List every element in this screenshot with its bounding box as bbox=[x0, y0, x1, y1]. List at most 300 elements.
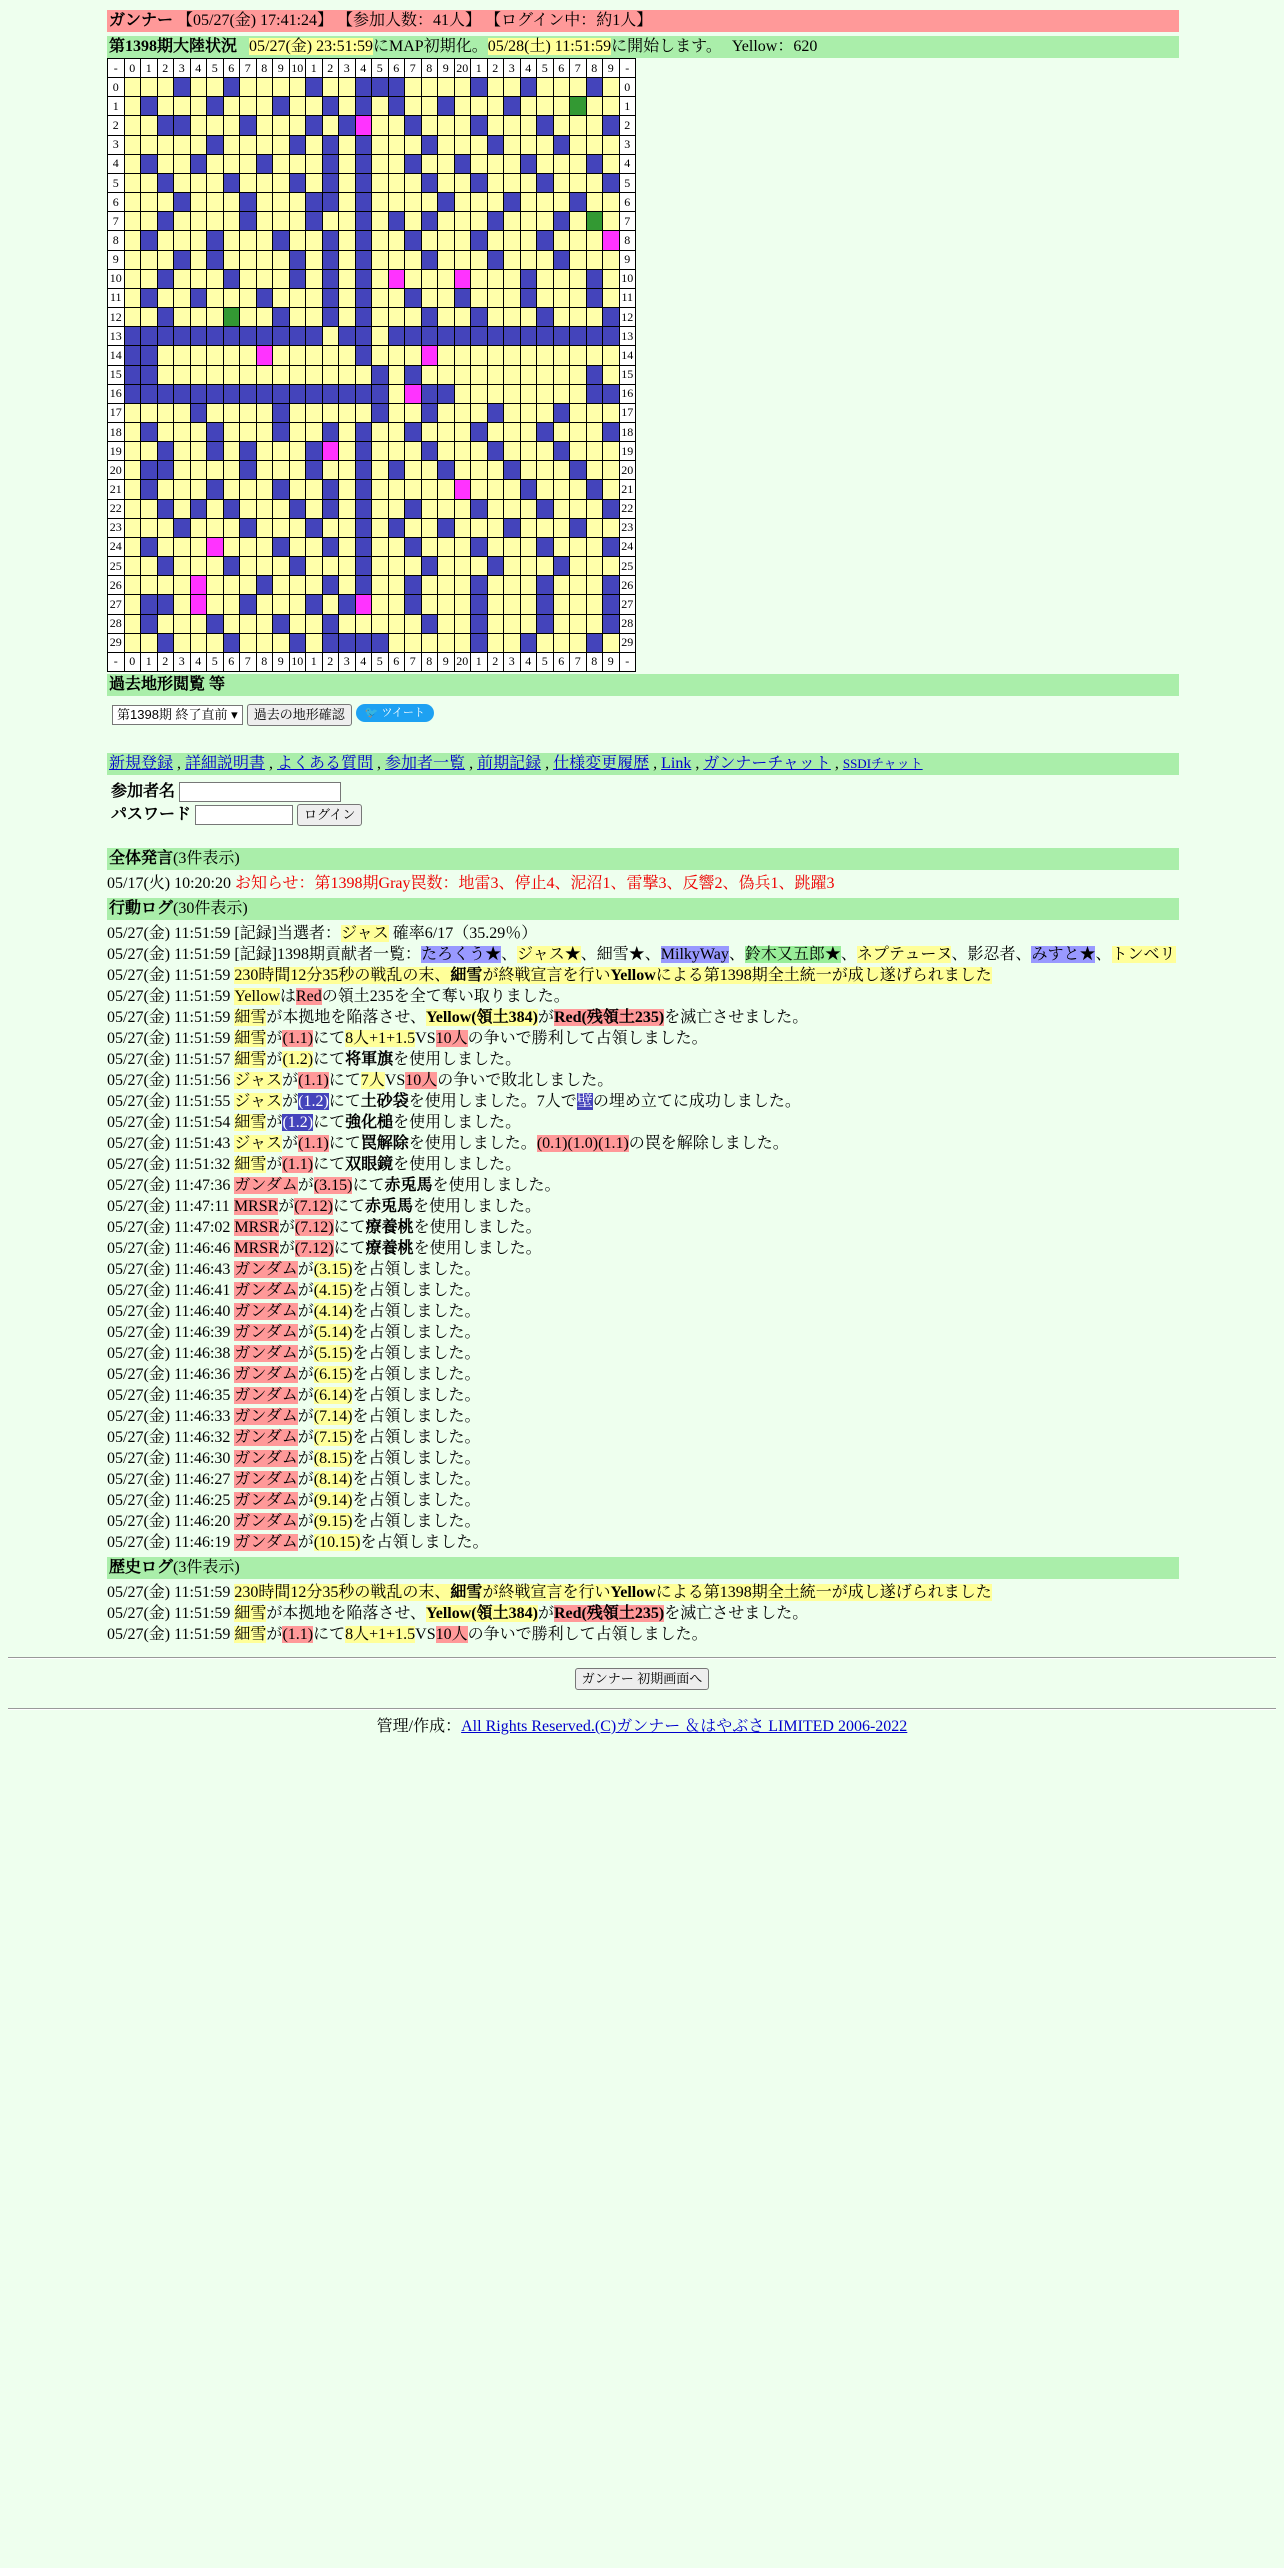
map-cell-wall[interactable] bbox=[273, 422, 290, 441]
map-cell-wall[interactable] bbox=[207, 422, 224, 441]
map-cell-plain[interactable] bbox=[372, 422, 389, 441]
map-cell-plain[interactable] bbox=[372, 288, 389, 307]
map-cell-plain[interactable] bbox=[570, 576, 587, 595]
map-cell-plain[interactable] bbox=[289, 576, 306, 595]
map-cell-plain[interactable] bbox=[537, 135, 554, 154]
map-cell-plain[interactable] bbox=[289, 288, 306, 307]
map-cell-plain[interactable] bbox=[240, 614, 257, 633]
map-cell-plain[interactable] bbox=[438, 403, 455, 422]
map-cell-plain[interactable] bbox=[207, 212, 224, 231]
link-changelog[interactable]: 仕様変更履歴 bbox=[553, 755, 650, 772]
map-cell-plain[interactable] bbox=[256, 269, 273, 288]
map-cell-plain[interactable] bbox=[504, 346, 521, 365]
map-cell-wall[interactable] bbox=[256, 384, 273, 403]
map-cell-plain[interactable] bbox=[223, 480, 240, 499]
map-cell-plain[interactable] bbox=[553, 633, 570, 652]
map-cell-plain[interactable] bbox=[421, 576, 438, 595]
map-cell-plain[interactable] bbox=[438, 250, 455, 269]
map-cell-wall[interactable] bbox=[141, 365, 158, 384]
map-cell-wall[interactable] bbox=[256, 327, 273, 346]
map-cell-wall[interactable] bbox=[355, 576, 372, 595]
map-cell-plain[interactable] bbox=[207, 308, 224, 327]
map-cell-plain[interactable] bbox=[240, 576, 257, 595]
map-cell-plain[interactable] bbox=[603, 442, 620, 461]
map-cell-wall[interactable] bbox=[256, 288, 273, 307]
map-cell-plain[interactable] bbox=[586, 250, 603, 269]
map-cell-wall[interactable] bbox=[520, 78, 537, 97]
map-cell-green[interactable] bbox=[586, 212, 603, 231]
map-cell-plain[interactable] bbox=[586, 595, 603, 614]
map-cell-plain[interactable] bbox=[553, 193, 570, 212]
map-cell-wall[interactable] bbox=[603, 422, 620, 441]
map-cell-plain[interactable] bbox=[504, 154, 521, 173]
map-cell-plain[interactable] bbox=[454, 116, 471, 135]
map-cell-plain[interactable] bbox=[520, 250, 537, 269]
map-cell-plain[interactable] bbox=[124, 135, 141, 154]
map-cell-wall[interactable] bbox=[355, 308, 372, 327]
map-cell-plain[interactable] bbox=[174, 97, 191, 116]
map-cell-plain[interactable] bbox=[372, 173, 389, 192]
map-cell-plain[interactable] bbox=[289, 193, 306, 212]
map-cell-plain[interactable] bbox=[256, 116, 273, 135]
map-cell-wall[interactable] bbox=[421, 173, 438, 192]
map-cell-wall[interactable] bbox=[141, 154, 158, 173]
map-cell-plain[interactable] bbox=[454, 346, 471, 365]
map-cell-plain[interactable] bbox=[405, 461, 422, 480]
map-cell-wall[interactable] bbox=[487, 557, 504, 576]
map-cell-plain[interactable] bbox=[223, 365, 240, 384]
map-cell-wall[interactable] bbox=[586, 384, 603, 403]
map-cell-wall[interactable] bbox=[355, 193, 372, 212]
map-cell-wall[interactable] bbox=[289, 250, 306, 269]
map-cell-plain[interactable] bbox=[141, 78, 158, 97]
map-cell-plain[interactable] bbox=[190, 480, 207, 499]
map-cell-plain[interactable] bbox=[141, 576, 158, 595]
map-cell-wall[interactable] bbox=[586, 480, 603, 499]
map-cell-plain[interactable] bbox=[438, 576, 455, 595]
map-cell-wall[interactable] bbox=[355, 327, 372, 346]
map-cell-plain[interactable] bbox=[157, 518, 174, 537]
map-cell-plain[interactable] bbox=[207, 595, 224, 614]
map-cell-plain[interactable] bbox=[586, 576, 603, 595]
map-cell-wall[interactable] bbox=[223, 78, 240, 97]
map-cell-magenta[interactable] bbox=[454, 269, 471, 288]
map-cell-wall[interactable] bbox=[421, 442, 438, 461]
map-cell-wall[interactable] bbox=[520, 269, 537, 288]
map-cell-wall[interactable] bbox=[520, 288, 537, 307]
map-cell-plain[interactable] bbox=[487, 518, 504, 537]
map-cell-wall[interactable] bbox=[273, 308, 290, 327]
map-cell-wall[interactable] bbox=[141, 288, 158, 307]
map-cell-wall[interactable] bbox=[322, 269, 339, 288]
map-cell-plain[interactable] bbox=[141, 173, 158, 192]
map-cell-wall[interactable] bbox=[306, 384, 323, 403]
map-cell-plain[interactable] bbox=[289, 595, 306, 614]
map-cell-plain[interactable] bbox=[273, 250, 290, 269]
map-cell-plain[interactable] bbox=[190, 518, 207, 537]
map-cell-plain[interactable] bbox=[504, 480, 521, 499]
map-cell-wall[interactable] bbox=[289, 327, 306, 346]
map-cell-plain[interactable] bbox=[306, 173, 323, 192]
map-cell-plain[interactable] bbox=[339, 288, 356, 307]
map-cell-plain[interactable] bbox=[273, 269, 290, 288]
map-cell-plain[interactable] bbox=[273, 212, 290, 231]
map-cell-wall[interactable] bbox=[603, 308, 620, 327]
map-cell-plain[interactable] bbox=[504, 269, 521, 288]
map-cell-wall[interactable] bbox=[223, 269, 240, 288]
map-cell-wall[interactable] bbox=[553, 250, 570, 269]
map-cell-plain[interactable] bbox=[223, 576, 240, 595]
map-cell-plain[interactable] bbox=[372, 250, 389, 269]
map-cell-wall[interactable] bbox=[306, 116, 323, 135]
map-cell-wall[interactable] bbox=[190, 154, 207, 173]
map-cell-wall[interactable] bbox=[322, 288, 339, 307]
map-cell-plain[interactable] bbox=[438, 154, 455, 173]
map-cell-plain[interactable] bbox=[553, 116, 570, 135]
map-cell-wall[interactable] bbox=[174, 78, 191, 97]
map-cell-plain[interactable] bbox=[289, 346, 306, 365]
map-cell-plain[interactable] bbox=[454, 97, 471, 116]
map-cell-wall[interactable] bbox=[355, 518, 372, 537]
map-cell-plain[interactable] bbox=[322, 557, 339, 576]
map-cell-magenta[interactable] bbox=[190, 576, 207, 595]
map-cell-plain[interactable] bbox=[273, 193, 290, 212]
map-cell-plain[interactable] bbox=[570, 614, 587, 633]
map-cell-plain[interactable] bbox=[256, 480, 273, 499]
map-cell-green[interactable] bbox=[223, 308, 240, 327]
map-cell-plain[interactable] bbox=[537, 269, 554, 288]
map-cell-wall[interactable] bbox=[355, 557, 372, 576]
map-cell-plain[interactable] bbox=[322, 518, 339, 537]
map-cell-plain[interactable] bbox=[537, 212, 554, 231]
map-cell-wall[interactable] bbox=[471, 231, 488, 250]
map-cell-plain[interactable] bbox=[570, 231, 587, 250]
map-cell-plain[interactable] bbox=[141, 518, 158, 537]
map-cell-plain[interactable] bbox=[157, 193, 174, 212]
map-cell-plain[interactable] bbox=[256, 308, 273, 327]
map-cell-plain[interactable] bbox=[388, 403, 405, 422]
map-cell-magenta[interactable] bbox=[603, 231, 620, 250]
map-cell-wall[interactable] bbox=[322, 499, 339, 518]
map-cell-plain[interactable] bbox=[438, 212, 455, 231]
map-cell-plain[interactable] bbox=[174, 154, 191, 173]
map-cell-wall[interactable] bbox=[306, 518, 323, 537]
map-cell-wall[interactable] bbox=[174, 193, 191, 212]
map-cell-plain[interactable] bbox=[240, 346, 257, 365]
map-cell-plain[interactable] bbox=[537, 633, 554, 652]
map-cell-plain[interactable] bbox=[372, 308, 389, 327]
map-cell-plain[interactable] bbox=[570, 269, 587, 288]
map-cell-wall[interactable] bbox=[141, 327, 158, 346]
map-cell-plain[interactable] bbox=[405, 557, 422, 576]
map-cell-plain[interactable] bbox=[190, 193, 207, 212]
map-cell-plain[interactable] bbox=[223, 595, 240, 614]
map-cell-plain[interactable] bbox=[124, 557, 141, 576]
map-cell-plain[interactable] bbox=[454, 614, 471, 633]
map-cell-green[interactable] bbox=[570, 97, 587, 116]
map-cell-plain[interactable] bbox=[240, 480, 257, 499]
map-cell-magenta[interactable] bbox=[322, 442, 339, 461]
map-cell-wall[interactable] bbox=[141, 346, 158, 365]
map-cell-wall[interactable] bbox=[421, 135, 438, 154]
map-cell-wall[interactable] bbox=[438, 193, 455, 212]
credit-link[interactable]: All Rights Reserved.(C)ガンナー ＆はやぶさ LIMITED 2006-2022 bbox=[461, 1718, 908, 1735]
map-cell-plain[interactable] bbox=[520, 614, 537, 633]
map-cell-wall[interactable] bbox=[306, 212, 323, 231]
map-cell-wall[interactable] bbox=[339, 633, 356, 652]
map-cell-plain[interactable] bbox=[471, 480, 488, 499]
map-cell-plain[interactable] bbox=[388, 557, 405, 576]
map-cell-plain[interactable] bbox=[454, 633, 471, 652]
map-cell-plain[interactable] bbox=[322, 346, 339, 365]
map-cell-plain[interactable] bbox=[520, 308, 537, 327]
map-cell-wall[interactable] bbox=[355, 78, 372, 97]
map-cell-plain[interactable] bbox=[174, 288, 191, 307]
map-cell-plain[interactable] bbox=[487, 595, 504, 614]
map-cell-plain[interactable] bbox=[174, 422, 191, 441]
map-cell-wall[interactable] bbox=[339, 595, 356, 614]
map-cell-wall[interactable] bbox=[405, 422, 422, 441]
map-cell-plain[interactable] bbox=[504, 116, 521, 135]
map-cell-plain[interactable] bbox=[306, 250, 323, 269]
map-cell-plain[interactable] bbox=[438, 269, 455, 288]
map-cell-plain[interactable] bbox=[289, 403, 306, 422]
map-cell-plain[interactable] bbox=[454, 135, 471, 154]
map-cell-plain[interactable] bbox=[273, 365, 290, 384]
map-cell-plain[interactable] bbox=[273, 595, 290, 614]
map-cell-plain[interactable] bbox=[190, 537, 207, 556]
map-cell-plain[interactable] bbox=[190, 212, 207, 231]
map-cell-plain[interactable] bbox=[405, 403, 422, 422]
map-cell-plain[interactable] bbox=[388, 288, 405, 307]
map-cell-plain[interactable] bbox=[504, 173, 521, 192]
map-cell-plain[interactable] bbox=[289, 97, 306, 116]
map-cell-plain[interactable] bbox=[256, 422, 273, 441]
map-cell-wall[interactable] bbox=[355, 212, 372, 231]
map-cell-plain[interactable] bbox=[553, 422, 570, 441]
map-cell-plain[interactable] bbox=[157, 422, 174, 441]
map-cell-plain[interactable] bbox=[454, 78, 471, 97]
map-cell-plain[interactable] bbox=[339, 97, 356, 116]
map-cell-plain[interactable] bbox=[207, 173, 224, 192]
map-cell-wall[interactable] bbox=[190, 288, 207, 307]
map-cell-plain[interactable] bbox=[487, 193, 504, 212]
map-cell-plain[interactable] bbox=[537, 154, 554, 173]
map-cell-plain[interactable] bbox=[388, 135, 405, 154]
map-cell-plain[interactable] bbox=[289, 461, 306, 480]
map-cell-wall[interactable] bbox=[273, 97, 290, 116]
map-cell-wall[interactable] bbox=[537, 422, 554, 441]
map-cell-plain[interactable] bbox=[289, 422, 306, 441]
map-cell-wall[interactable] bbox=[240, 442, 257, 461]
map-cell-plain[interactable] bbox=[405, 78, 422, 97]
map-cell-wall[interactable] bbox=[388, 327, 405, 346]
map-cell-plain[interactable] bbox=[289, 154, 306, 173]
map-cell-plain[interactable] bbox=[603, 461, 620, 480]
map-cell-wall[interactable] bbox=[141, 231, 158, 250]
map-cell-wall[interactable] bbox=[570, 327, 587, 346]
map-cell-wall[interactable] bbox=[405, 231, 422, 250]
map-cell-plain[interactable] bbox=[157, 78, 174, 97]
map-cell-wall[interactable] bbox=[586, 288, 603, 307]
map-cell-wall[interactable] bbox=[141, 614, 158, 633]
map-cell-wall[interactable] bbox=[454, 154, 471, 173]
map-cell-plain[interactable] bbox=[124, 193, 141, 212]
map-cell-plain[interactable] bbox=[372, 193, 389, 212]
map-cell-wall[interactable] bbox=[273, 537, 290, 556]
map-cell-plain[interactable] bbox=[454, 442, 471, 461]
map-cell-wall[interactable] bbox=[289, 384, 306, 403]
map-cell-plain[interactable] bbox=[124, 422, 141, 441]
map-cell-magenta[interactable] bbox=[190, 595, 207, 614]
map-cell-plain[interactable] bbox=[586, 537, 603, 556]
map-cell-plain[interactable] bbox=[487, 308, 504, 327]
map-cell-wall[interactable] bbox=[355, 442, 372, 461]
map-cell-plain[interactable] bbox=[553, 308, 570, 327]
map-cell-wall[interactable] bbox=[537, 576, 554, 595]
map-cell-plain[interactable] bbox=[421, 97, 438, 116]
map-cell-wall[interactable] bbox=[487, 135, 504, 154]
map-cell-plain[interactable] bbox=[570, 135, 587, 154]
map-cell-wall[interactable] bbox=[355, 269, 372, 288]
map-cell-plain[interactable] bbox=[454, 537, 471, 556]
map-cell-plain[interactable] bbox=[454, 403, 471, 422]
map-cell-plain[interactable] bbox=[273, 633, 290, 652]
map-cell-wall[interactable] bbox=[322, 250, 339, 269]
map-cell-plain[interactable] bbox=[537, 288, 554, 307]
map-cell-wall[interactable] bbox=[603, 499, 620, 518]
map-cell-plain[interactable] bbox=[190, 557, 207, 576]
map-cell-plain[interactable] bbox=[520, 499, 537, 518]
map-cell-wall[interactable] bbox=[141, 384, 158, 403]
map-cell-plain[interactable] bbox=[520, 595, 537, 614]
map-cell-plain[interactable] bbox=[306, 557, 323, 576]
map-cell-plain[interactable] bbox=[487, 480, 504, 499]
map-cell-wall[interactable] bbox=[273, 327, 290, 346]
map-cell-plain[interactable] bbox=[174, 499, 191, 518]
map-cell-plain[interactable] bbox=[157, 154, 174, 173]
map-cell-plain[interactable] bbox=[174, 308, 191, 327]
map-cell-plain[interactable] bbox=[223, 288, 240, 307]
map-cell-plain[interactable] bbox=[388, 633, 405, 652]
map-cell-plain[interactable] bbox=[174, 461, 191, 480]
map-cell-wall[interactable] bbox=[355, 461, 372, 480]
map-cell-plain[interactable] bbox=[223, 403, 240, 422]
map-cell-plain[interactable] bbox=[570, 403, 587, 422]
map-cell-plain[interactable] bbox=[537, 97, 554, 116]
map-cell-wall[interactable] bbox=[504, 193, 521, 212]
map-cell-plain[interactable] bbox=[306, 480, 323, 499]
map-cell-plain[interactable] bbox=[537, 461, 554, 480]
map-cell-plain[interactable] bbox=[157, 480, 174, 499]
map-cell-plain[interactable] bbox=[388, 231, 405, 250]
map-cell-plain[interactable] bbox=[520, 384, 537, 403]
map-cell-plain[interactable] bbox=[372, 614, 389, 633]
map-cell-plain[interactable] bbox=[537, 384, 554, 403]
map-cell-wall[interactable] bbox=[405, 365, 422, 384]
map-cell-plain[interactable] bbox=[421, 518, 438, 537]
map-cell-plain[interactable] bbox=[487, 422, 504, 441]
map-cell-plain[interactable] bbox=[372, 135, 389, 154]
map-cell-plain[interactable] bbox=[141, 308, 158, 327]
map-cell-plain[interactable] bbox=[273, 346, 290, 365]
map-cell-wall[interactable] bbox=[141, 97, 158, 116]
map-cell-plain[interactable] bbox=[289, 116, 306, 135]
map-cell-plain[interactable] bbox=[553, 576, 570, 595]
map-cell-plain[interactable] bbox=[438, 135, 455, 154]
map-cell-plain[interactable] bbox=[586, 346, 603, 365]
map-cell-wall[interactable] bbox=[537, 327, 554, 346]
map-cell-plain[interactable] bbox=[124, 288, 141, 307]
map-cell-wall[interactable] bbox=[372, 633, 389, 652]
map-cell-plain[interactable] bbox=[537, 480, 554, 499]
map-cell-plain[interactable] bbox=[190, 116, 207, 135]
map-cell-plain[interactable] bbox=[124, 518, 141, 537]
map-cell-wall[interactable] bbox=[355, 384, 372, 403]
map-cell-plain[interactable] bbox=[553, 97, 570, 116]
map-cell-plain[interactable] bbox=[570, 78, 587, 97]
map-cell-plain[interactable] bbox=[520, 97, 537, 116]
map-cell-plain[interactable] bbox=[339, 250, 356, 269]
map-cell-plain[interactable] bbox=[421, 269, 438, 288]
map-cell-plain[interactable] bbox=[537, 518, 554, 537]
map-cell-plain[interactable] bbox=[454, 231, 471, 250]
map-cell-wall[interactable] bbox=[157, 173, 174, 192]
map-cell-plain[interactable] bbox=[570, 212, 587, 231]
map-cell-wall[interactable] bbox=[157, 595, 174, 614]
map-cell-wall[interactable] bbox=[190, 384, 207, 403]
map-cell-wall[interactable] bbox=[421, 308, 438, 327]
map-cell-wall[interactable] bbox=[157, 116, 174, 135]
map-cell-plain[interactable] bbox=[537, 403, 554, 422]
map-cell-plain[interactable] bbox=[339, 135, 356, 154]
map-cell-wall[interactable] bbox=[355, 97, 372, 116]
map-cell-plain[interactable] bbox=[487, 499, 504, 518]
map-cell-plain[interactable] bbox=[190, 173, 207, 192]
map-cell-plain[interactable] bbox=[603, 346, 620, 365]
map-cell-plain[interactable] bbox=[124, 499, 141, 518]
map-cell-plain[interactable] bbox=[504, 537, 521, 556]
map-cell-plain[interactable] bbox=[405, 614, 422, 633]
map-cell-wall[interactable] bbox=[207, 97, 224, 116]
map-cell-plain[interactable] bbox=[256, 633, 273, 652]
map-cell-plain[interactable] bbox=[190, 461, 207, 480]
map-cell-plain[interactable] bbox=[504, 212, 521, 231]
map-cell-plain[interactable] bbox=[405, 308, 422, 327]
map-cell-plain[interactable] bbox=[372, 518, 389, 537]
map-cell-wall[interactable] bbox=[487, 403, 504, 422]
map-cell-plain[interactable] bbox=[520, 403, 537, 422]
map-cell-wall[interactable] bbox=[520, 154, 537, 173]
map-cell-wall[interactable] bbox=[157, 633, 174, 652]
map-cell-wall[interactable] bbox=[586, 154, 603, 173]
map-cell-wall[interactable] bbox=[487, 212, 504, 231]
map-cell-plain[interactable] bbox=[504, 595, 521, 614]
map-cell-plain[interactable] bbox=[438, 173, 455, 192]
map-cell-wall[interactable] bbox=[157, 269, 174, 288]
map-cell-plain[interactable] bbox=[207, 78, 224, 97]
map-cell-plain[interactable] bbox=[256, 173, 273, 192]
link-links[interactable]: Link bbox=[661, 755, 692, 772]
map-cell-wall[interactable] bbox=[289, 499, 306, 518]
map-cell-wall[interactable] bbox=[355, 173, 372, 192]
map-cell-wall[interactable] bbox=[388, 518, 405, 537]
map-cell-wall[interactable] bbox=[322, 173, 339, 192]
map-cell-plain[interactable] bbox=[289, 308, 306, 327]
map-cell-plain[interactable] bbox=[438, 633, 455, 652]
map-cell-plain[interactable] bbox=[388, 442, 405, 461]
map-cell-wall[interactable] bbox=[355, 499, 372, 518]
